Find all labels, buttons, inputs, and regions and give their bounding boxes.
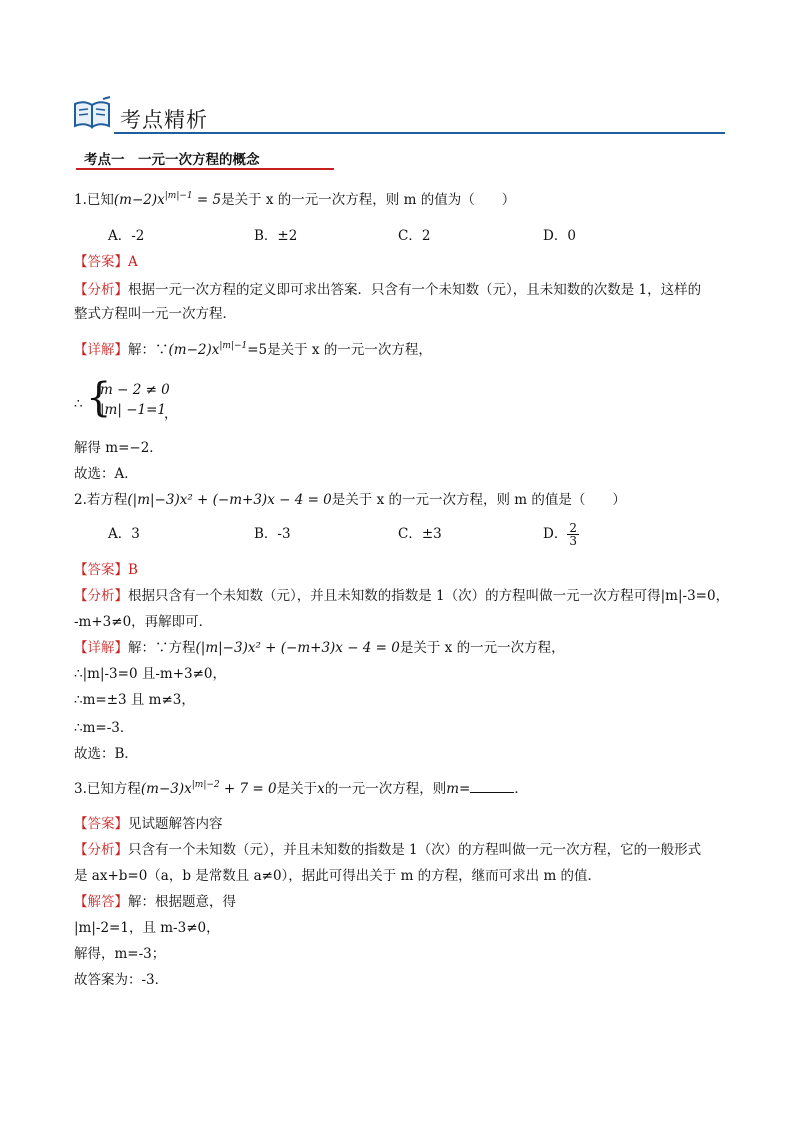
- q3-analysis-cont: 是 ax+b=0（a，b 是常数且 a≠0），据此可得出关于 m 的方程，继而可求出 m 的值．: [74, 868, 602, 884]
- section-title: 考点一 一元一次方程的概念: [84, 152, 260, 168]
- q2-option-d: D． $\frac{2}{3}$: [543, 521, 577, 548]
- q1-answer: 【答案】A: [74, 254, 138, 270]
- q2-option-c: C．±3: [398, 526, 442, 542]
- q1-option-c: C．2: [398, 228, 431, 244]
- q1-option-a: A．-2: [108, 228, 145, 244]
- q2-stem: 2.若方程(|m|−3)x² + (−m+3)x − 4 = 0是关于 x 的一元一次方程，则 m 的值是（ ）: [74, 492, 626, 508]
- header-title: 考点精析: [120, 108, 208, 132]
- q3-stem: 3.已知方程$(m-3)x^{|m|-2} + 7 = 0$是关于x的一元一次方程，则m= ．: [74, 780, 528, 797]
- q2-analysis: 【分析】根据只含有一个未知数（元），并且未知数的指数是 1（次）的方程叫做一元一次方程可得|m|-3=0，: [74, 588, 730, 604]
- q2-step-2: ∴m=±3 且 m≠3，: [74, 692, 195, 708]
- q1-option-d: D．0: [543, 228, 576, 244]
- q2-choose: 故选：B．: [74, 746, 138, 762]
- q2-option-b: B．-3: [254, 526, 291, 542]
- q1-analysis: 【分析】根据一元一次方程的定义即可求出答案．只含有一个未知数（元），且未知数的次数是 1，这样的: [74, 282, 702, 298]
- q3-step-2: 解得，m=-3；: [74, 946, 166, 962]
- answer-blank: [470, 780, 514, 793]
- brace-icon: {: [86, 375, 112, 421]
- section-rule: [76, 168, 334, 170]
- q3-answer: 【答案】见试题解答内容: [74, 816, 223, 832]
- q1-option-b: B．±2: [254, 228, 298, 244]
- open-book-icon: [72, 96, 114, 132]
- q1-system: ∴ { m − 2 ≠ 0 |m| −1=1 ，: [74, 375, 178, 422]
- q3-detail: 【解答】解：根据题意，得: [74, 894, 236, 910]
- q2-step-1: ∴|m|-3=0 且-m+3≠0，: [74, 666, 226, 682]
- q1-choose: 故选：A．: [74, 466, 138, 482]
- q2-answer: 【答案】B: [74, 562, 138, 578]
- q2-option-a: A．3: [108, 526, 140, 542]
- q2-analysis-cont: -m+3≠0，再解即可．: [74, 614, 213, 630]
- q1-solve: 解得 m=−2．: [74, 440, 163, 456]
- q2-step-3: ∴m=-3．: [74, 720, 134, 736]
- fraction: $\frac{2}{3}$: [569, 521, 577, 548]
- header-rule: [114, 132, 725, 134]
- q1-stem: 1.已知$(m-2)x^{|m|-1} = 5$是关于 x 的一元一次方程，则 m 的值为（ ）: [74, 191, 516, 208]
- q3-step-3: 故答案为：-3．: [74, 972, 169, 988]
- q3-step-1: |m|-2=1，且 m-3≠0，: [74, 920, 220, 936]
- q2-detail: 【详解】解：∵方程(|m|−3)x² + (−m+3)x − 4 = 0是关于 x 的一元一次方程，: [74, 640, 565, 656]
- q1-analysis-cont: 整式方程叫一元一次方程．: [74, 306, 236, 322]
- q3-analysis: 【分析】只含有一个未知数（元），并且未知数的指数是 1（次）的方程叫做一元一次方程，它的一般形式: [74, 842, 702, 858]
- q1-detail: 【详解】解：$\because(m-2)x^{|m|-1}=5$是关于 x 的一元一次方程，: [74, 341, 432, 358]
- section-header: [70, 96, 725, 138]
